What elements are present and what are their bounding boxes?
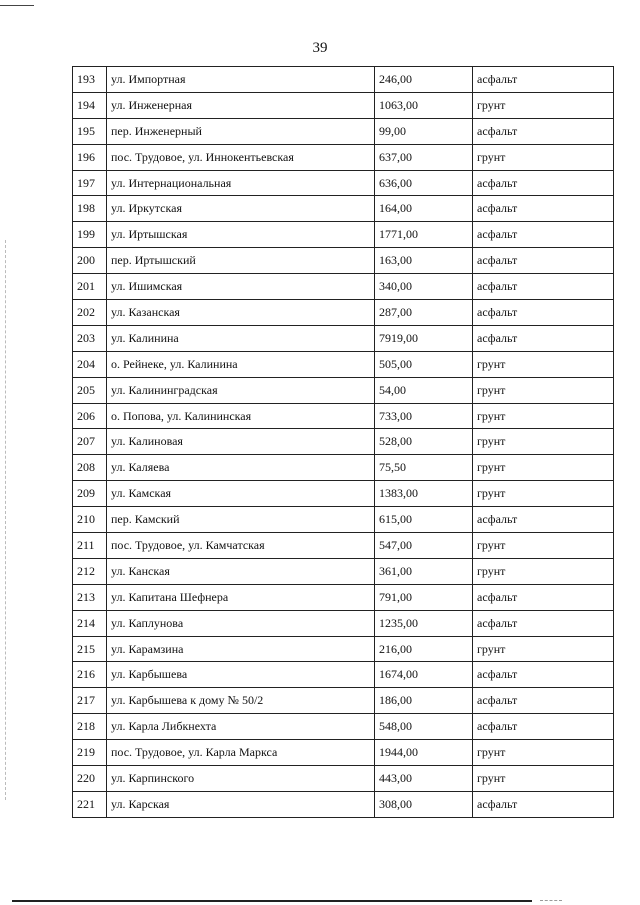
surface-type-cell: грунт (473, 766, 614, 792)
row-number-cell: 197 (73, 170, 107, 196)
length-cell: 548,00 (375, 714, 473, 740)
surface-type-cell: асфальт (473, 325, 614, 351)
street-name-cell: ул. Карла Либкнехта (107, 714, 375, 740)
surface-type-cell: асфальт (473, 170, 614, 196)
table-row (73, 533, 614, 559)
row-number-cell: 199 (73, 222, 107, 248)
row-number-cell: 206 (73, 403, 107, 429)
table-row (73, 67, 614, 93)
length-cell: 308,00 (375, 791, 473, 817)
length-cell: 1944,00 (375, 740, 473, 766)
table-row (73, 274, 614, 300)
length-cell: 505,00 (375, 351, 473, 377)
length-cell: 1674,00 (375, 662, 473, 688)
surface-type-cell: асфальт (473, 584, 614, 610)
table-row (73, 584, 614, 610)
table-row (73, 740, 614, 766)
row-number-cell: 216 (73, 662, 107, 688)
table-row (73, 610, 614, 636)
surface-type-cell: грунт (473, 377, 614, 403)
row-number-cell: 200 (73, 248, 107, 274)
street-name-cell: ул. Карпинского (107, 766, 375, 792)
row-number-cell: 193 (73, 67, 107, 93)
surface-type-cell: асфальт (473, 248, 614, 274)
surface-type-cell: грунт (473, 429, 614, 455)
row-number-cell: 202 (73, 300, 107, 326)
length-cell: 615,00 (375, 507, 473, 533)
surface-type-cell: грунт (473, 636, 614, 662)
street-name-cell: пер. Иртышский (107, 248, 375, 274)
length-cell: 75,50 (375, 455, 473, 481)
row-number-cell: 194 (73, 92, 107, 118)
row-number-cell: 205 (73, 377, 107, 403)
page-bottom-rule (12, 900, 532, 902)
row-number-cell: 211 (73, 533, 107, 559)
length-cell: 637,00 (375, 144, 473, 170)
length-cell: 636,00 (375, 170, 473, 196)
table-row (73, 92, 614, 118)
row-number-cell: 212 (73, 558, 107, 584)
table-row (73, 455, 614, 481)
surface-type-cell: асфальт (473, 662, 614, 688)
length-cell: 443,00 (375, 766, 473, 792)
table-row (73, 791, 614, 817)
row-number-cell: 201 (73, 274, 107, 300)
length-cell: 163,00 (375, 248, 473, 274)
length-cell: 164,00 (375, 196, 473, 222)
row-number-cell: 213 (73, 584, 107, 610)
length-cell: 340,00 (375, 274, 473, 300)
street-name-cell: пос. Трудовое, ул. Камчатская (107, 533, 375, 559)
street-name-cell: ул. Канская (107, 558, 375, 584)
surface-type-cell: асфальт (473, 300, 614, 326)
surface-type-cell: грунт (473, 481, 614, 507)
surface-type-cell: грунт (473, 403, 614, 429)
row-number-cell: 210 (73, 507, 107, 533)
row-number-cell: 208 (73, 455, 107, 481)
length-cell: 216,00 (375, 636, 473, 662)
street-name-cell: ул. Интернациональная (107, 170, 375, 196)
length-cell: 246,00 (375, 67, 473, 93)
table-row (73, 170, 614, 196)
surface-type-cell: грунт (473, 144, 614, 170)
length-cell: 54,00 (375, 377, 473, 403)
table-row (73, 377, 614, 403)
street-name-cell: ул. Калиновая (107, 429, 375, 455)
length-cell: 791,00 (375, 584, 473, 610)
row-number-cell: 219 (73, 740, 107, 766)
row-number-cell: 198 (73, 196, 107, 222)
street-name-cell: ул. Карбышева к дому № 50/2 (107, 688, 375, 714)
scan-corner-mark (0, 5, 34, 6)
length-cell: 547,00 (375, 533, 473, 559)
surface-type-cell: асфальт (473, 791, 614, 817)
table-row (73, 766, 614, 792)
table-row (73, 300, 614, 326)
length-cell: 7919,00 (375, 325, 473, 351)
table-row (73, 248, 614, 274)
table-row (73, 144, 614, 170)
table-row (73, 403, 614, 429)
surface-type-cell: асфальт (473, 688, 614, 714)
table-row (73, 507, 614, 533)
surface-type-cell: асфальт (473, 222, 614, 248)
length-cell: 287,00 (375, 300, 473, 326)
row-number-cell: 218 (73, 714, 107, 740)
surface-type-cell: асфальт (473, 118, 614, 144)
surface-type-cell: асфальт (473, 610, 614, 636)
table-row (73, 481, 614, 507)
street-name-cell: ул. Казанская (107, 300, 375, 326)
length-cell: 1235,00 (375, 610, 473, 636)
row-number-cell: 221 (73, 791, 107, 817)
row-number-cell: 207 (73, 429, 107, 455)
street-name-cell: пер. Инженерный (107, 118, 375, 144)
table-row (73, 325, 614, 351)
page-number: 39 (312, 40, 328, 56)
table-row (73, 222, 614, 248)
street-name-cell: ул. Ишимская (107, 274, 375, 300)
street-name-cell: пос. Трудовое, ул. Карла Маркса (107, 740, 375, 766)
surface-type-cell: асфальт (473, 196, 614, 222)
street-name-cell: ул. Карская (107, 791, 375, 817)
street-name-cell: ул. Карбышева (107, 662, 375, 688)
row-number-cell: 215 (73, 636, 107, 662)
row-number-cell: 220 (73, 766, 107, 792)
street-name-cell: ул. Капитана Шефнера (107, 584, 375, 610)
street-name-cell: ул. Инженерная (107, 92, 375, 118)
row-number-cell: 203 (73, 325, 107, 351)
table-row (73, 714, 614, 740)
roads-table (72, 66, 614, 818)
street-name-cell: пер. Камский (107, 507, 375, 533)
surface-type-cell: грунт (473, 351, 614, 377)
surface-type-cell: асфальт (473, 507, 614, 533)
street-name-cell: ул. Иркутская (107, 196, 375, 222)
page-bottom-dash (540, 900, 562, 902)
row-number-cell: 196 (73, 144, 107, 170)
length-cell: 528,00 (375, 429, 473, 455)
surface-type-cell: асфальт (473, 67, 614, 93)
length-cell: 361,00 (375, 558, 473, 584)
street-name-cell: ул. Каляева (107, 455, 375, 481)
table-row (73, 636, 614, 662)
street-name-cell: о. Рейнеке, ул. Калинина (107, 351, 375, 377)
row-number-cell: 217 (73, 688, 107, 714)
length-cell: 186,00 (375, 688, 473, 714)
row-number-cell: 195 (73, 118, 107, 144)
street-name-cell: ул. Каплунова (107, 610, 375, 636)
street-name-cell: ул. Калининградская (107, 377, 375, 403)
length-cell: 733,00 (375, 403, 473, 429)
street-name-cell: о. Попова, ул. Калининская (107, 403, 375, 429)
street-name-cell: ул. Иртышская (107, 222, 375, 248)
table-row (73, 662, 614, 688)
length-cell: 99,00 (375, 118, 473, 144)
surface-type-cell: грунт (473, 558, 614, 584)
table-row (73, 351, 614, 377)
street-name-cell: ул. Импортная (107, 67, 375, 93)
length-cell: 1771,00 (375, 222, 473, 248)
surface-type-cell: грунт (473, 455, 614, 481)
street-name-cell: ул. Карамзина (107, 636, 375, 662)
street-name-cell: ул. Калинина (107, 325, 375, 351)
surface-type-cell: асфальт (473, 714, 614, 740)
roads-table-body (73, 67, 614, 818)
surface-type-cell: грунт (473, 533, 614, 559)
surface-type-cell: грунт (473, 740, 614, 766)
length-cell: 1063,00 (375, 92, 473, 118)
table-row (73, 118, 614, 144)
length-cell: 1383,00 (375, 481, 473, 507)
row-number-cell: 204 (73, 351, 107, 377)
street-name-cell: пос. Трудовое, ул. Иннокентьевская (107, 144, 375, 170)
scan-edge-marks (5, 240, 7, 800)
street-name-cell: ул. Камская (107, 481, 375, 507)
row-number-cell: 214 (73, 610, 107, 636)
table-row (73, 558, 614, 584)
row-number-cell: 209 (73, 481, 107, 507)
surface-type-cell: грунт (473, 92, 614, 118)
table-row (73, 429, 614, 455)
table-row (73, 688, 614, 714)
surface-type-cell: асфальт (473, 274, 614, 300)
table-row (73, 196, 614, 222)
